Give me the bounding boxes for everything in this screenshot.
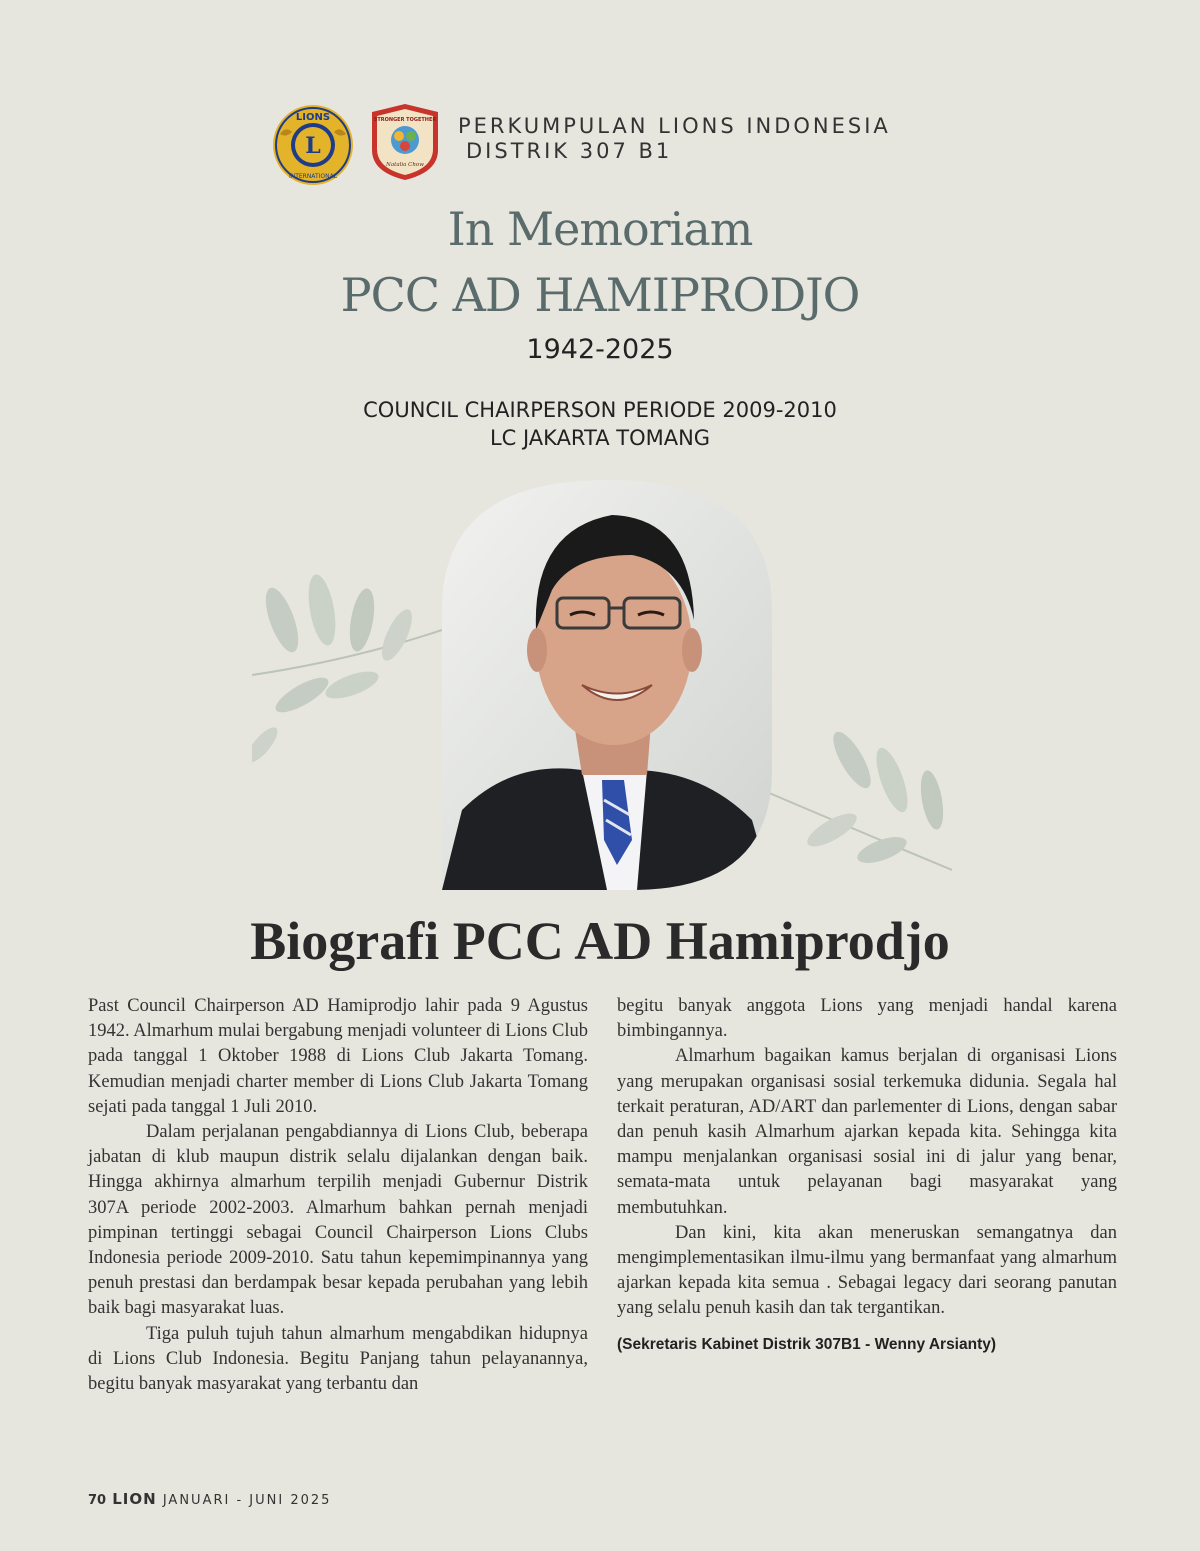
author-signature: (Sekretaris Kabinet Distrik 307B1 - Wenny Arsianty): [617, 1335, 997, 1353]
lions-logo-bottom-text: INTERNATIONAL: [288, 173, 338, 180]
memoriam-title: In Memoriam: [447, 202, 753, 256]
issue-date: JANUARI - JUNI 2025: [162, 1493, 332, 1508]
biography-column-right: [617, 994, 1117, 1357]
role-line-1: COUNCIL CHAIRPERSON PERIODE 2009-2010: [363, 398, 837, 422]
lions-international-logo: [272, 104, 354, 186]
portrait-photo: [432, 470, 782, 890]
biography-heading: Biografi PCC AD Hamiprodjo: [250, 911, 950, 971]
stronger-together-logo: [368, 102, 442, 182]
bio-left-paragraph-2: Dalam perjalanan pengabdiannya di Lions Club, beberapa jabatan di klub maupun distrik selalu dijalankan dengan baik. Hingga akhirnya almarhum terpilih menjadi Gubernur Distrik 307A periode 2002-2003. Almarhum bahkan pernah menjadi pimpinan tertinggi sebagai Council Chairperson Lions Clubs Indonesia periode 2009-2010. Satu tahun kepemimpinannya yang penuh prestasi dan berdampak besar kepada perubahan yang lebih baik bagi masyarakat luas.: [88, 1122, 588, 1319]
page-footer: [88, 1490, 331, 1508]
bio-left-paragraph-1: Past Council Chairperson AD Hamiprodjo lahir pada 9 Agustus 1942. Almarhum mulai bergabung menjadi volunteer di Lions Club pada tanggal 1 Oktober 1988 di Lions Club Jakarta Tomang. Kemudian menjadi charter member di Lions Club Jakarta Tomang sejati pada tanggal 1 Juli 2010.: [88, 996, 588, 1117]
leaf-decoration-left: [252, 572, 442, 767]
biography-column-left: [88, 994, 588, 1397]
lions-logo-top-text: LIONS: [295, 112, 331, 123]
role-line-2: LC JAKARTA TOMANG: [489, 426, 711, 450]
header: [272, 100, 932, 188]
bio-left-paragraph-3: Tiga puluh tujuh tahun almarhum mengabdikan hidupnya di Lions Club Indonesia. Begitu Panjang tahun pelayanannya, begitu banyak masyarakat yang terbantu dan: [88, 1323, 588, 1395]
st-logo-signature: Natalia Chow: [386, 162, 424, 168]
page-number: 70: [88, 1493, 107, 1508]
organization-name: [458, 114, 891, 164]
life-years: 1942-2025: [526, 334, 674, 365]
org-line-2: DISTRIK 307 B1: [466, 139, 673, 163]
bio-right-paragraph-2: Almarhum bagaikan kamus berjalan di organisasi Lions yang merupakan organisasi sosial terkemuka didunia. Segala hal terkait peraturan, AD/ART dan parlementer di Lions, dengan sabar dan penuh kasih Almarhum ajarkan kepada kita. Sehingga kita mampu menjalankan organisasi sosial ini di jalur yang benar, semata-mata untuk pelayanan bagi masyarakat yang membutuhkan.: [617, 1046, 1117, 1218]
memoriam-name: PCC AD HAMIPRODJO: [340, 268, 860, 322]
portrait-area: [252, 470, 952, 890]
lions-logo-letter: L: [305, 133, 321, 159]
bio-right-paragraph-3: Dan kini, kita akan meneruskan semangatnya dan mengimplementasikan ilmu-ilmu yang bermanfaat yang almarhum ajarkan kepada kita semua . Sebagai legacy dari seorang panutan yang selalu penuh kasih dan tak tergantikan.: [617, 1222, 1117, 1319]
bio-right-paragraph-1: begitu banyak anggota Lions yang menjadi handal karena bimbingannya.: [617, 996, 1117, 1042]
st-logo-text: STRONGER TOGETHER: [373, 117, 437, 123]
org-line-1: PERKUMPULAN LIONS INDONESIA: [458, 114, 891, 138]
magazine-name: LION: [112, 1490, 157, 1508]
